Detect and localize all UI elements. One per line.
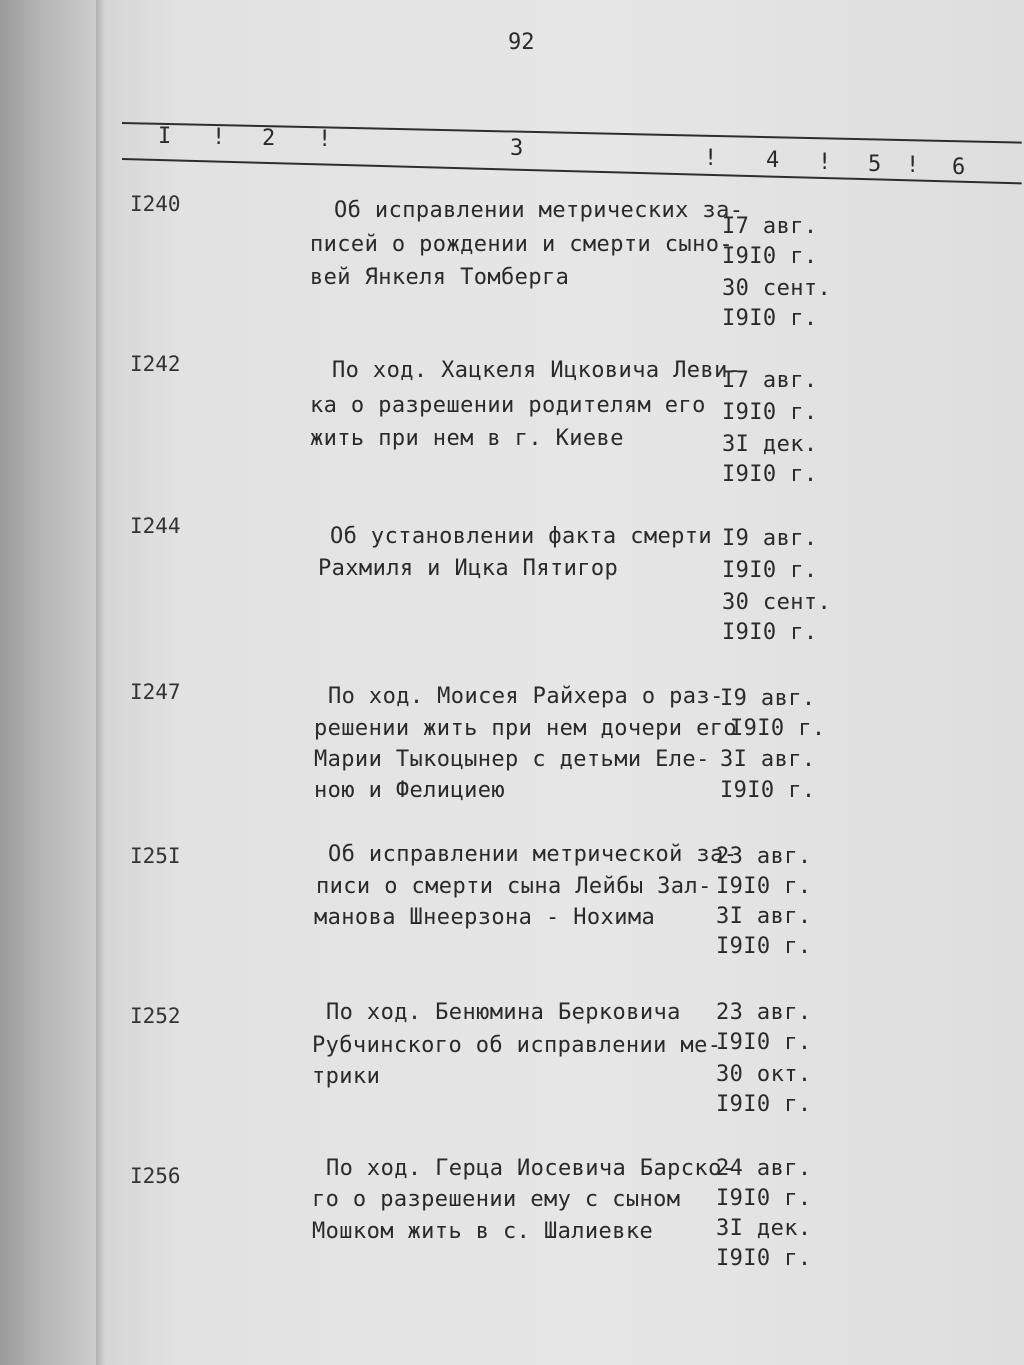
header-sep-4: ! <box>818 150 832 175</box>
date-line: I9I0 г. <box>716 1246 812 1271</box>
entry-number: I240 <box>130 192 181 216</box>
date-line: I9I0 г. <box>722 400 818 425</box>
entry-number: I244 <box>130 514 181 538</box>
header-sep-2: ! <box>318 127 332 152</box>
description-line: Рубчинского об исправлении ме- <box>312 1033 722 1058</box>
date-line: I9I0 г. <box>716 874 812 899</box>
description-line: Об исправлении метрической за- <box>328 842 738 867</box>
date-line: 30 сент. <box>722 590 832 615</box>
entry-number: I247 <box>130 680 181 704</box>
description-line: Об установлении факта смерти <box>330 524 713 549</box>
date-line: I9I0 г. <box>722 306 818 331</box>
date-line: I9I0 г. <box>716 1030 812 1055</box>
date-line: I9I0 г. <box>716 1092 812 1117</box>
header-sep-5: ! <box>906 153 920 178</box>
entry-number: I242 <box>130 352 181 376</box>
date-line: 30 сент. <box>722 276 832 301</box>
date-line: 24 авг. <box>716 1156 812 1181</box>
description-line: Мошком жить в с. Шалиевке <box>312 1219 654 1244</box>
date-line: 3I дек. <box>722 432 818 457</box>
date-line: I9I0 г. <box>722 244 818 269</box>
date-line: I9I0 г. <box>720 778 816 803</box>
date-line: I9I0 г. <box>722 462 818 487</box>
description-line: ка о разрешении родителям его <box>310 393 706 418</box>
date-line: I9 авг. <box>722 526 818 551</box>
page-binding-shadow <box>96 0 106 1365</box>
entry-number: I25I <box>130 844 181 868</box>
description-line: По ход. Моисея Райхера о раз- <box>328 684 724 709</box>
description-line: Марии Тыкоцынер с детьми Еле- <box>314 747 710 772</box>
date-line: 30 окт. <box>716 1062 812 1087</box>
header-rule-top <box>122 122 1022 144</box>
description-line: По ход. Герца Иосевича Барско- <box>326 1156 736 1181</box>
date-line: I9I0 г. <box>730 716 826 741</box>
description-line: жить при нем в г. Киеве <box>310 426 624 451</box>
description-line: манова Шнеерзона - Нохима <box>314 905 656 930</box>
header-col-5: 5 <box>868 152 882 177</box>
date-line: 23 авг. <box>716 844 812 869</box>
description-line: По ход. Бенюмина Берковича <box>326 1000 681 1025</box>
description-line: го о разрешении ему с сыном <box>312 1187 681 1212</box>
date-line: I9 авг. <box>720 686 816 711</box>
description-line: трики <box>312 1064 381 1089</box>
date-line: 3I авг. <box>720 747 816 772</box>
date-line: 3I авг. <box>716 904 812 929</box>
description-line: вей Янкеля Томберга <box>310 265 570 290</box>
header-col-3: 3 <box>510 136 524 161</box>
date-line: I7 авг. <box>722 368 818 393</box>
description-line: решении жить при нем дочери его <box>314 716 737 741</box>
header-rule-bottom <box>122 158 1022 184</box>
header-col-4: 4 <box>766 148 780 173</box>
date-line: 3I дек. <box>716 1216 812 1241</box>
header-col-6: 6 <box>952 155 966 180</box>
date-line: I9I0 г. <box>722 558 818 583</box>
description-line: Об исправлении метрических за- <box>334 198 744 223</box>
page-number: 92 <box>508 30 535 55</box>
description-line: По ход. Хацкеля Ицковича Леви- <box>332 358 742 383</box>
header-sep-1: ! <box>212 125 226 150</box>
date-line: 23 авг. <box>716 1000 812 1025</box>
entry-number: I256 <box>130 1164 181 1188</box>
description-line: писей о рождении и смерти сыно- <box>310 232 733 257</box>
date-line: I9I0 г. <box>716 934 812 959</box>
header-sep-3: ! <box>704 146 718 171</box>
date-line: I9I0 г. <box>722 620 818 645</box>
date-line: I7 авг. <box>722 214 818 239</box>
date-line: I9I0 г. <box>716 1186 812 1211</box>
header-col-1: I <box>158 124 172 149</box>
description-line: писи о смерти сына Лейбы Зал- <box>316 874 712 899</box>
description-line: Рахмиля и Ицка Пятигор <box>318 556 619 581</box>
header-col-2: 2 <box>262 126 276 151</box>
entry-number: I252 <box>130 1004 181 1028</box>
description-line: ною и Фелициею <box>314 778 506 803</box>
